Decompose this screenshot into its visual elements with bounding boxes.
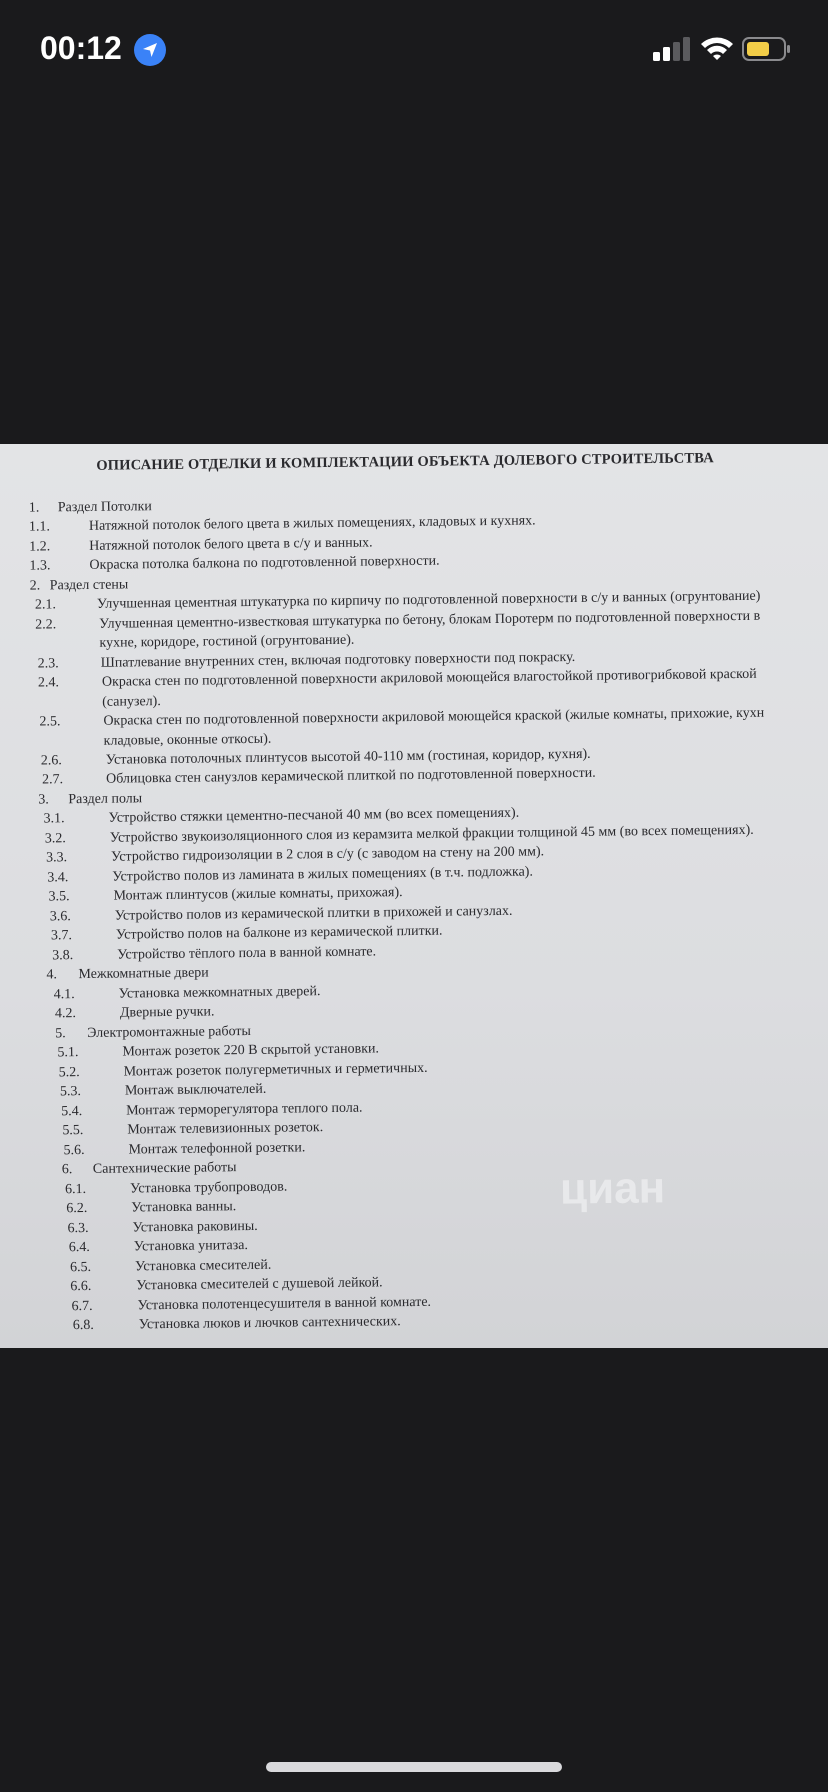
- item-text: Устройство гидроизоляции в 2 слоя в с/у (с заводом на стену на 200 мм).: [110, 844, 545, 865]
- item-number: 6.: [61, 1162, 73, 1178]
- item-text: Монтаж плинтусов (жилые комнаты, прихожая).: [113, 885, 403, 904]
- item-text: Устройство тёплого пола в ванной комнате.: [117, 944, 377, 963]
- item-number: 4.: [46, 967, 58, 983]
- item-text: Монтаж розеток 220 В скрытой установки.: [122, 1041, 380, 1060]
- item-number: 3.8.: [52, 948, 74, 964]
- item-number: 5.3.: [59, 1084, 82, 1100]
- item-number: 6.3.: [67, 1220, 89, 1237]
- home-indicator[interactable]: [266, 1762, 562, 1772]
- item-number: 2.5.: [39, 714, 61, 730]
- item-number: 3.5.: [48, 889, 70, 905]
- item-text: Улучшенная цементная штукатурка по кирпичу по подготовленной поверхности в с/у и ванных (огрунтование): [96, 588, 761, 612]
- item-text: Раздел Потолки: [57, 499, 152, 516]
- item-number: 5.6.: [63, 1143, 85, 1159]
- item-number: 2.4.: [37, 675, 60, 691]
- item-number: 5.1.: [57, 1045, 79, 1061]
- item-text: Установка раковины.: [132, 1218, 258, 1236]
- item-text: Устройство звукоизоляционного слоя из керамзита мелкой фракции толщиной 45 мм (во всех помещениях).: [109, 822, 754, 846]
- item-text: Устройство полов из ламината в жилых помещениях (в т.ч. подложка).: [112, 864, 534, 885]
- item-number: 6.2.: [66, 1200, 88, 1217]
- item-text: Дверные ручки.: [119, 1004, 215, 1021]
- item-number: 1.: [28, 500, 40, 516]
- item-number: 2.6.: [40, 753, 62, 769]
- item-text: Установка люков и лючков сантехнических.: [138, 1314, 401, 1333]
- item-number: 6.4.: [68, 1239, 90, 1256]
- item-number: 3.7.: [50, 928, 73, 944]
- item-text: Окраска потолка балкона по подготовленной поверхности.: [89, 553, 440, 573]
- location-arrow-icon: [134, 34, 166, 66]
- item-text: Установка унитаза.: [133, 1238, 248, 1255]
- item-number: 3.6.: [49, 909, 71, 925]
- battery-icon: [742, 36, 792, 62]
- item-number: 1.1.: [28, 519, 51, 535]
- item-number: 3.3.: [45, 850, 68, 866]
- document-title: ОПИСАНИЕ ОТДЕЛКИ И КОМПЛЕКТАЦИИ ОБЪЕКТА ДОЛЕВОГО СТРОИТЕЛЬСТВА: [96, 450, 714, 474]
- item-number: 3.2.: [44, 831, 66, 847]
- item-number: 5.: [55, 1026, 66, 1042]
- item-number: 2.3.: [37, 656, 59, 672]
- item-number: 2.7.: [42, 772, 64, 788]
- item-number: 1.2.: [29, 539, 51, 555]
- status-time: 00:12: [40, 30, 122, 66]
- item-text: Установка ванны.: [131, 1199, 237, 1216]
- item-number: 6.6.: [70, 1278, 92, 1295]
- item-number: 2.2.: [35, 617, 57, 633]
- item-text: Окраска стен по подготовленной поверхности акриловой моющейся влагостойкой противогрибковой краской: [101, 666, 757, 690]
- item-text: Монтаж телевизионных розеток.: [127, 1120, 324, 1138]
- item-text: Межкомнатные двери: [78, 965, 209, 983]
- item-text: Устройство стяжки цементно-песчаной 40 мм (во всех помещениях).: [108, 805, 520, 826]
- item-text: Устройство полов из керамической плитки в прихожей и санузлах.: [114, 903, 513, 924]
- cian-watermark-logo: циан: [559, 1163, 666, 1214]
- item-text: Натяжной потолок белого цвета в с/у и ванных.: [89, 535, 373, 554]
- item-number: 4.2.: [54, 1006, 77, 1022]
- item-text: Монтаж телефонной розетки.: [128, 1140, 306, 1158]
- item-text: Шпатлевание внутренних стен, включая подготовку поверхности под покраску.: [100, 649, 576, 671]
- document-page: [0, 444, 828, 1348]
- item-number: 5.5.: [62, 1123, 84, 1139]
- item-text: Монтаж розеток полугерметичных и герметичных.: [123, 1060, 428, 1080]
- item-text: Монтаж выключателей.: [124, 1081, 267, 1099]
- item-number: 2.: [29, 578, 41, 594]
- item-text: Установка смесителей.: [134, 1257, 272, 1275]
- item-text: (санузел).: [102, 694, 161, 710]
- item-text: Установка трубопроводов.: [130, 1179, 288, 1197]
- item-text: Установка межкомнатных дверей.: [118, 984, 321, 1002]
- status-bar: [0, 0, 828, 100]
- item-text: Окраска стен по подготовленной поверхности акриловой моющейся краской (жилые комнаты, прихожие, кухн: [103, 705, 765, 729]
- item-number: 3.1.: [43, 811, 65, 827]
- item-text: Монтаж терморегулятора теплого пола.: [126, 1100, 363, 1119]
- item-text: кладовые, оконные откосы).: [103, 731, 272, 749]
- item-text: Натяжной потолок белого цвета в жилых помещениях, кладовых и кухнях.: [88, 513, 536, 534]
- item-text: Улучшенная цементно-известковая штукатурка по бетону, блокам Поротерм по подготовленной поверхности в: [99, 608, 761, 632]
- item-text: кухне, коридоре, гостиной (огрунтование).: [99, 632, 355, 651]
- item-number: 3.: [38, 792, 49, 808]
- item-text: Установка смесителей с душевой лейкой.: [136, 1275, 383, 1294]
- item-number: 2.1.: [34, 597, 57, 613]
- document-photo[interactable]: [0, 444, 828, 1348]
- item-number: 6.1.: [65, 1182, 87, 1198]
- item-number: 5.4.: [61, 1104, 83, 1120]
- item-number: 6.7.: [71, 1298, 93, 1315]
- item-number: 5.2.: [58, 1065, 80, 1081]
- item-number: 6.5.: [69, 1259, 92, 1276]
- item-text: Электромонтажные работы: [87, 1023, 252, 1041]
- item-text: Раздел стены: [49, 577, 129, 594]
- cellular-signal-icon: [651, 36, 693, 62]
- item-number: 1.3.: [29, 558, 51, 574]
- item-number: 6.8.: [72, 1317, 94, 1334]
- wifi-icon: [699, 34, 735, 62]
- item-text: Сантехнические работы: [92, 1160, 237, 1177]
- item-number: 4.1.: [53, 987, 75, 1003]
- item-text: Облицовка стен санузлов керамической плиткой по подготовленной поверхности.: [106, 765, 596, 787]
- item-number: 3.4.: [47, 870, 69, 886]
- item-text: Устройство полов на балконе из керамической плитки.: [115, 923, 443, 943]
- item-text: Установка полотенцесушителя в ванной комнате.: [137, 1294, 432, 1314]
- item-text: Установка потолочных плинтусов высотой 40-110 мм (гостиная, коридор, кухня).: [105, 746, 591, 768]
- item-text: Раздел полы: [68, 791, 143, 808]
